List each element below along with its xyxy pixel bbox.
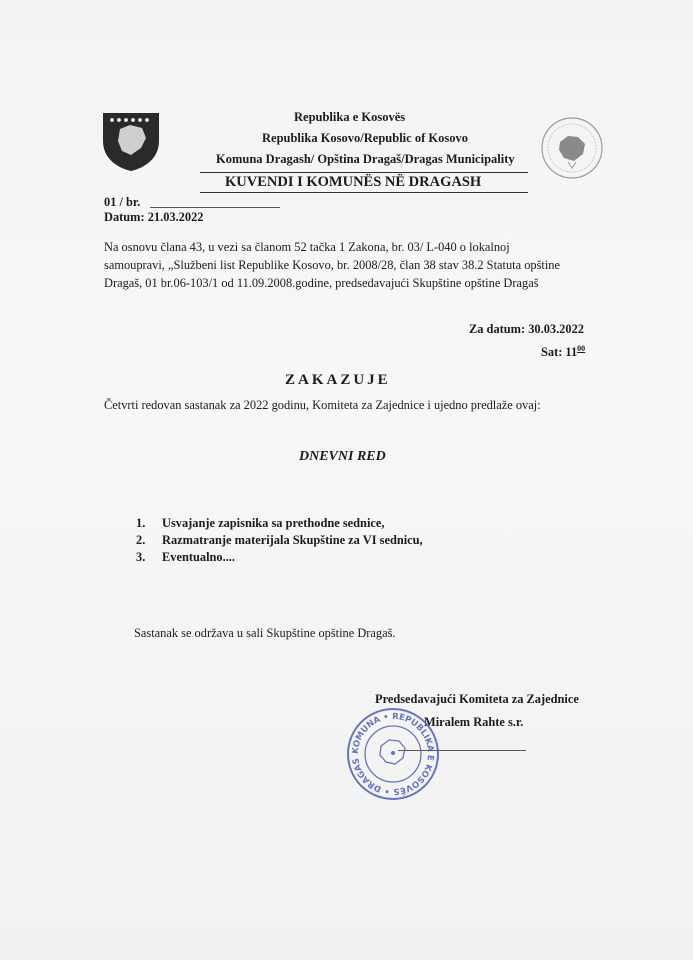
agenda-item-text: Razmatranje materijala Skupštine za VI sednicu,	[162, 533, 423, 547]
document-title: ZAKAZUJE	[285, 372, 391, 388]
intro-line-3: Dragaš, 01 br.06-103/1 od 11.09.2008.godine, predsedavajući Skupštine opštine Dragaš	[104, 276, 539, 290]
reference-number-blank	[150, 207, 280, 208]
meeting-date: Za datum: 30.03.2022	[469, 322, 584, 336]
header-line-1: Republika e Kosovës	[294, 110, 406, 124]
agenda-item-number: 3.	[136, 550, 146, 564]
document-date: Datum: 21.03.2022	[104, 210, 204, 224]
header-line-2: Republika Kosovo/Republic of Kosovo	[262, 131, 468, 145]
header-rule-bottom	[200, 192, 528, 193]
meeting-time-label: Sat: 11	[541, 345, 578, 360]
intro-line-1: Na osnovu člana 43, u vezi sa članom 52 tačka 1 Zakona, br. 03/ L-040 o lokalnoj	[104, 240, 510, 254]
meeting-time	[541, 344, 585, 360]
agenda-item-text: Usvajanje zapisnika sa prethodne sednice,	[162, 516, 385, 530]
reference-number-label: 01 / br.	[104, 195, 141, 209]
dragash-municipality-emblem-icon	[540, 116, 604, 180]
document-subtitle: Četvrti redovan sastanak za 2022 godinu, Komiteta za Zajednice i ujedno predlaže ovaj:	[104, 398, 541, 412]
agenda-item-number: 1.	[136, 516, 146, 530]
header-rule-top	[200, 172, 528, 173]
signatory-name: Miralem Rahte s.r.	[424, 715, 524, 729]
agenda-item-number: 2.	[136, 533, 146, 547]
official-stamp-icon	[345, 706, 441, 802]
agenda-item-text: Eventualno....	[162, 550, 235, 564]
meeting-time-minutes: 00	[577, 344, 586, 353]
intro-line-2: samoupravi, „Službeni list Republike Kosovo, br. 2008/28, član 38 stav 38.2 Statuta opštine	[104, 258, 560, 272]
header-line-3: Komuna Dragash/ Opština Dragaš/Dragas Municipality	[216, 152, 515, 166]
stamp-ring-text: KOMUNA • REPUBLIKA E KOSOVËS • DRAGAS	[350, 711, 436, 797]
assembly-title: KUVENDI I KOMUNËS NË DRAGASH	[225, 174, 482, 190]
meeting-location: Sastanak se održava u sali Skupštine opštine Dragaš.	[134, 626, 396, 640]
agenda-heading: DNEVNI RED	[299, 449, 386, 464]
kosovo-coat-of-arms-icon	[100, 111, 162, 173]
signatory-role: Predsedavajući Komiteta za Zajednice	[375, 692, 579, 706]
